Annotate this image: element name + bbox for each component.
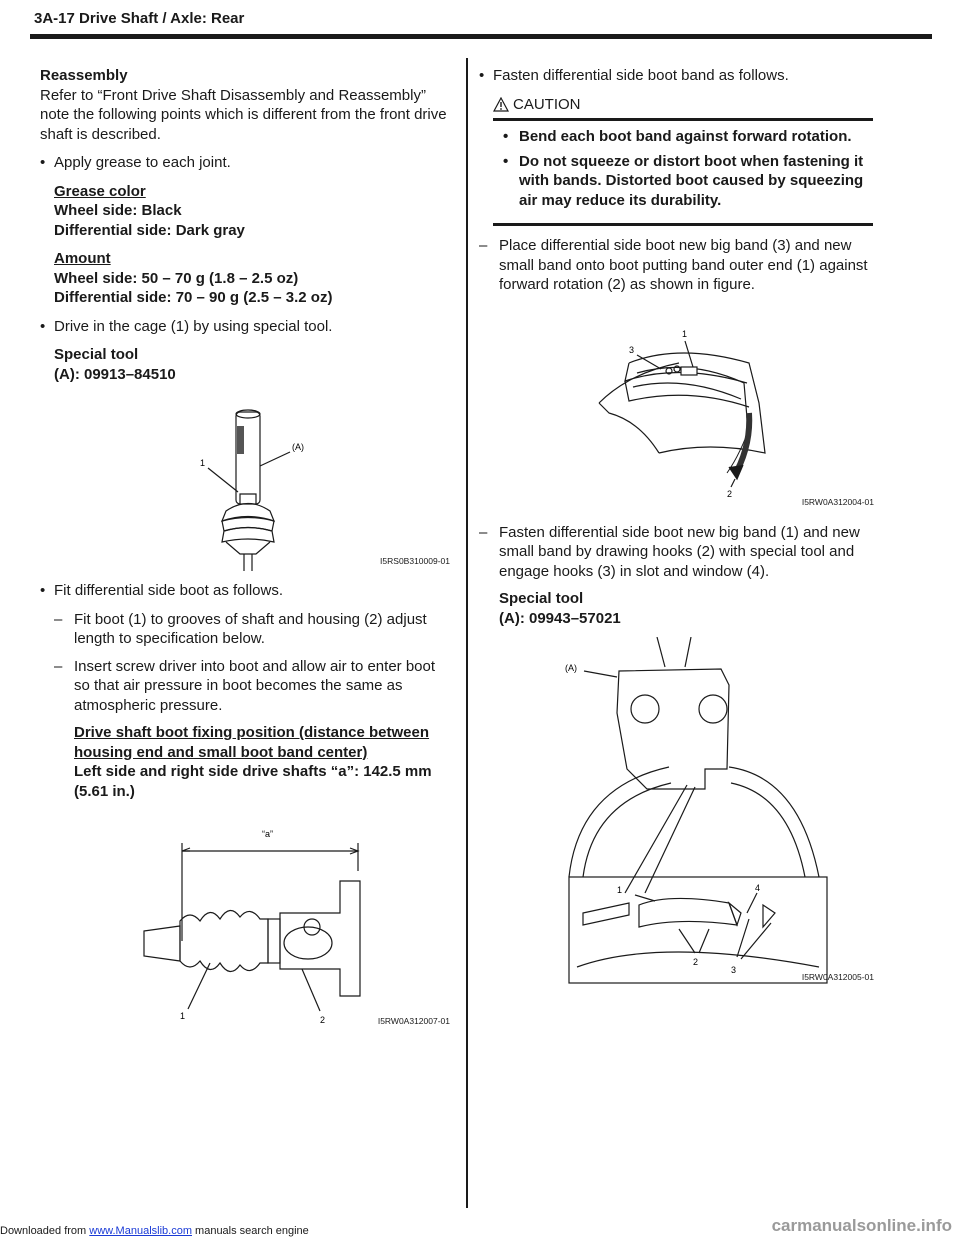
special-tool-label: Special tool [54,346,139,363]
caution-item: • Do not squeeze or distort boot when fastening it with bands. Distorted boot caused by squeezing air may reduce its durability. [493,152,873,211]
header-rule [30,34,932,39]
step-fit-boot [40,610,450,649]
label-2: 2 [727,488,733,499]
amount-diff: Differential side: 70 – 90 g (2.5 – 3.2 oz) [54,289,333,306]
cage-tool-drawing [40,386,450,571]
left-column [40,66,450,1031]
figure-band-placement [479,303,874,513]
special-tool-value: (A): 09943–57021 [499,609,621,627]
label-1: 1 [617,885,623,895]
special-tool-spec [40,345,450,384]
label-2: 2 [320,1015,326,1025]
footer-suffix: manuals search engine [191,1225,309,1237]
label-a: (A) [292,442,304,452]
step-insert-driver-text: Insert screw driver into boot and allow air to enter boot so that air pressure in boot becomes the same as atmospheric pressure. [74,657,436,714]
boot-position-label: Drive shaft boot fixing position (distance between housing end and small boot band center) [74,724,430,761]
section-heading: Reassembly [40,67,128,84]
dash-mark: – [54,610,63,628]
label-a: “a” [262,829,273,839]
label-a: (A) [565,663,577,673]
amount-label: Amount [54,250,111,267]
step-fasten-band-text: Fasten differential side boot new big band (1) and new small band by drawing hooks (2) with special tool and engage hooks (3) in slot and window (4). [499,523,860,580]
caution-label: CAUTION [513,95,581,113]
grease-color-diff: Differential side: Dark gray [54,221,245,239]
caution-items [493,121,873,223]
step-place-band [479,236,874,295]
grease-color-label: Grease color [54,182,146,200]
caution-header [493,95,873,119]
figure-code: I5RS0B310009-01 [380,555,450,566]
bullet-drive-cage: • Drive in the cage (1) by using special tool. [40,317,450,337]
step-place-band-text: Place differential side boot new big band (3) and new small band onto boot putting band outer end (1) against forward rotation (2) as shown in figure. [499,237,868,293]
figure-boot-position [40,821,450,1031]
caution-item: • Bend each boot band against forward rotation. [493,127,873,147]
figure-band-tool [479,637,874,987]
grease-color-spec [40,182,450,241]
label-3: 3 [731,965,737,975]
page-header [30,0,932,52]
warning-triangle-icon [493,97,509,112]
intro-text: Refer to “Front Drive Shaft Disassembly and Reassembly” note the following points which is different from the front drive shaft is described. [40,86,447,143]
amount-spec [40,249,450,308]
label-1: 1 [682,328,688,339]
amount-wheel: Wheel side: 50 – 70 g (1.8 – 2.5 oz) [54,269,299,287]
grease-color-wheel: Wheel side: Black [54,202,182,219]
footer-prefix: Downloaded from [0,1225,90,1237]
special-tool-value: (A): 09913–84510 [54,365,176,383]
page-title: 3A-17 Drive Shaft / Axle: Rear [34,10,245,27]
boot-position-value: Left side and right side drive shafts “a”: 142.5 mm (5.61 in.) [74,763,432,800]
step-insert-driver [40,657,450,716]
column-divider [466,58,468,1208]
label-4: 4 [755,883,761,893]
bullet-fasten-band: • Fasten differential side boot band as follows. [479,66,874,86]
boot-position-spec [40,723,450,801]
figure-code: I5RW0A312004-01 [801,497,874,507]
right-column [479,66,874,987]
dash-mark: – [479,237,488,254]
caution-box [493,95,873,227]
footer-link[interactable]: www.Manualslib.com [89,1225,192,1237]
label-3: 3 [629,344,635,355]
label-1: 1 [180,1011,186,1021]
special-tool-spec [479,589,874,628]
page-footer [0,1225,309,1237]
figure-code: I5RW0A312007-01 [377,1015,450,1026]
figure-cage-tool [40,386,450,571]
label-1: 1 [200,458,206,468]
step-fasten-band [479,523,874,582]
boot-position-drawing [40,821,450,1031]
step-fit-boot-text: Fit boot (1) to grooves of shaft and housing (2) adjust length to specification below. [74,610,427,647]
caution-rule-bottom [493,223,873,226]
label-2: 2 [693,957,699,967]
bullet-apply-grease: • Apply grease to each joint. [40,153,450,173]
special-tool-label: Special tool [499,590,584,607]
figure-code: I5RW0A312005-01 [801,971,874,982]
watermark: carmanualsonline.info [771,1216,952,1235]
dash-mark: – [479,523,488,541]
band-placement-drawing [479,303,874,513]
band-tool-drawing [479,637,874,987]
dash-mark: – [54,657,63,675]
bullet-fit-boot: • Fit differential side boot as follows. [40,581,450,601]
